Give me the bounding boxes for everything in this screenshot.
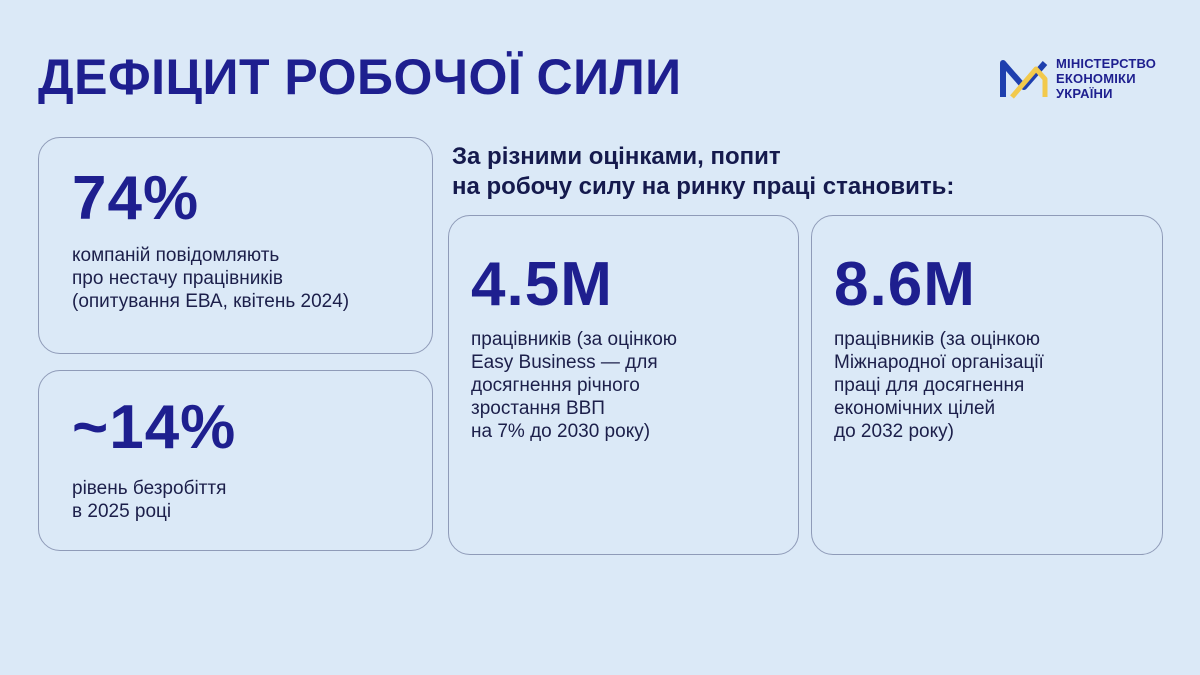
stat-value: 4.5М	[471, 250, 613, 319]
stat-description: працівників (за оцінкою Міжнародної організації праці для досягнення економічних цілей до 2032 року)	[834, 329, 1044, 442]
stat-card-ilo	[811, 215, 1163, 555]
logo-line-2: ЕКОНОМІКИ	[1056, 71, 1136, 86]
ministry-logo-icon	[1000, 57, 1048, 101]
ministry-logo	[1000, 56, 1156, 101]
stat-description: рівень безробіття в 2025 році	[72, 478, 227, 522]
stat-card-companies	[38, 137, 433, 354]
stat-value: 74%	[72, 164, 200, 233]
stat-card-unemployment	[38, 370, 433, 551]
stat-value: ~14%	[72, 393, 237, 462]
stat-description: працівників (за оцінкою Easy Business — для досягнення річного зростання ВВП на 7% до 2030 року)	[471, 329, 678, 442]
page-title: ДЕФІЦИТ РОБОЧОЇ СИЛИ	[38, 49, 682, 105]
logo-line-1: МІНІСТЕРСТВО	[1056, 56, 1157, 71]
stat-description: компаній повідомляють про нестачу працівників (опитування ЕВА, квітень 2024)	[72, 245, 350, 312]
section-subheading: За різними оцінками, попит на робочу силу на ринку праці становить:	[452, 143, 955, 200]
stat-card-easy-business	[448, 215, 799, 555]
logo-line-3: УКРАЇНИ	[1056, 86, 1113, 101]
stat-value: 8.6М	[834, 250, 976, 319]
